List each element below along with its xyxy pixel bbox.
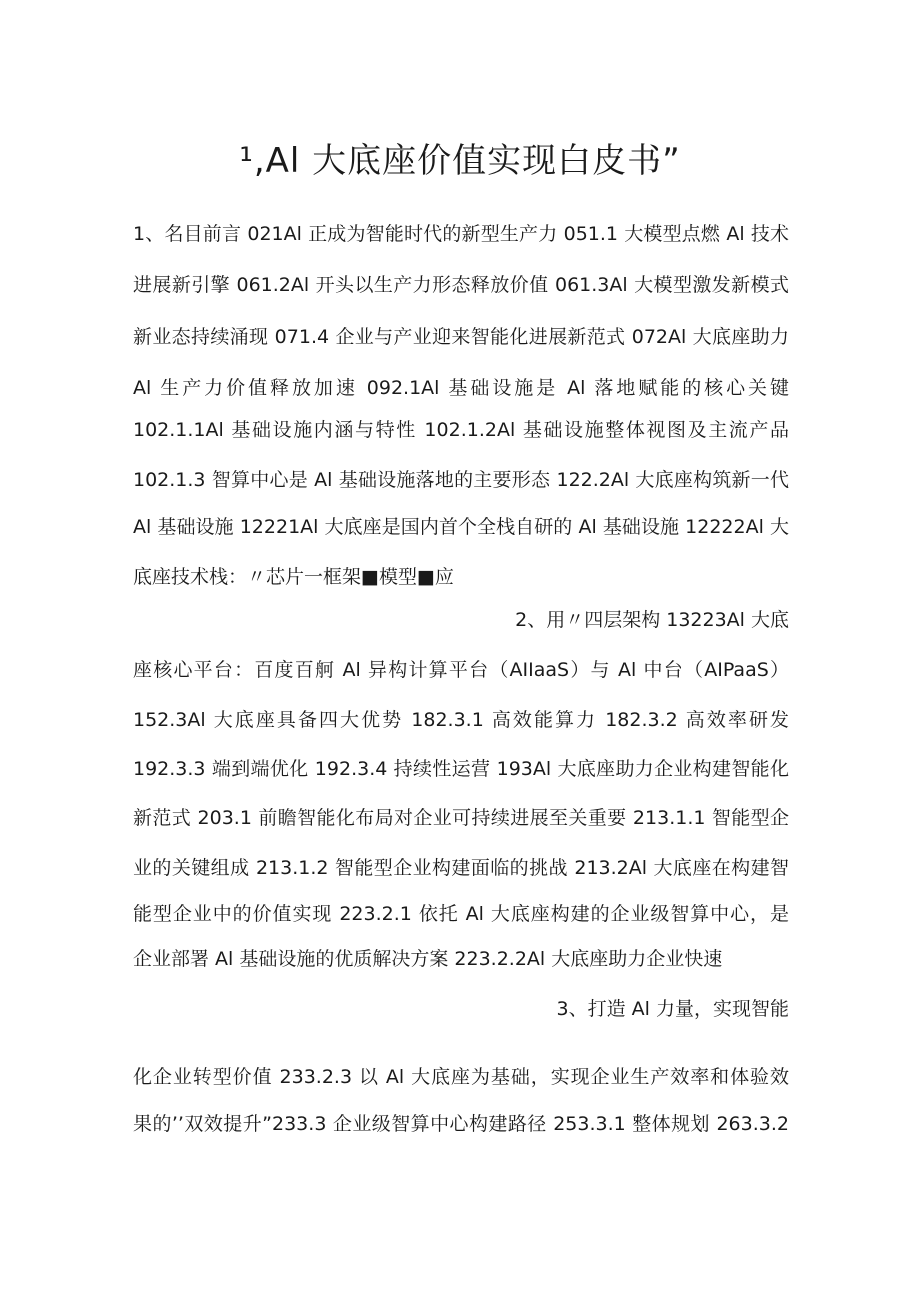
section-heading-3: 3、打造 Al 力量，实现智能 bbox=[556, 998, 789, 1020]
text-line-3: 新业态持续涌现 071.4 企业与产业迎来智能化进展新范式 072Al 大底座助力 bbox=[133, 326, 789, 348]
text-line-4: Al 生产力价值释放加速 092.1Al 基础设施是 Al 落地赋能的核心关键 bbox=[133, 377, 789, 399]
document-title: ¹,Al 大底座价值实现白皮书” bbox=[239, 141, 681, 181]
text-line-16: 企业部署 Al 基础设施的优质解决方案 223.2.2Al 大底座助力企业快速 bbox=[133, 948, 723, 970]
text-line-13: 新范式 203.1 前瞻智能化布局对企业可持续进展至关重要 213.1.1 智能型企 bbox=[133, 807, 789, 829]
text-line-5: 102.1.1Al 基础设施内涵与特性 102.1.2Al 基础设施整体视图及主流产品 bbox=[133, 419, 789, 441]
text-line-12: 192.3.3 端到端优化 192.3.4 持续性运营 193Al 大底座助力企业构建智能化 bbox=[133, 758, 789, 780]
text-line-15: 能型企业中的价值实现 223.2.1 依托 Al 大底座构建的企业级智算中心，是 bbox=[133, 903, 789, 925]
text-line-6: 102.1.3 智算中心是 Al 基础设施落地的主要形态 122.2Al 大底座构筑新一代 bbox=[133, 469, 789, 491]
text-line-2: 进展新引擎 061.2Al 开头以生产力形态释放价值 061.3Al 大模型激发新模式 bbox=[133, 274, 789, 296]
text-line-19: 果的’’双效提升”233.3 企业级智算中心构建路径 253.3.1 整体规划 263.3.2 bbox=[133, 1113, 789, 1135]
text-line-11: 152.3Al 大底座具备四大优势 182.3.1 高效能算力 182.3.2 高效率研发 bbox=[133, 709, 789, 731]
text-line-1: 1、名目前言 021Al 正成为智能时代的新型生产力 051.1 大模型点燃 Al 技术 bbox=[133, 223, 789, 245]
section-heading-2: 2、用〃四层架构 13223Al 大底 bbox=[515, 609, 789, 631]
text-line-18: 化企业转型价值 233.2.3 以 Al 大底座为基础，实现企业生产效率和体验效 bbox=[133, 1066, 789, 1088]
text-line-7: Al 基础设施 12221Al 大底座是国内首个全栈自研的 Al 基础设施 12222Al 大 bbox=[133, 516, 789, 538]
text-line-8: 底座技术栈：〃芯片一框架■模型■应 bbox=[133, 566, 454, 588]
text-line-10: 座核心平台：百度百舸 Al 异构计算平台（AIIaaS）与 Al 中台（AIPaaS） bbox=[133, 659, 789, 681]
text-line-14: 业的关键组成 213.1.2 智能型企业构建面临的挑战 213.2Al 大底座在构建智 bbox=[133, 857, 789, 879]
